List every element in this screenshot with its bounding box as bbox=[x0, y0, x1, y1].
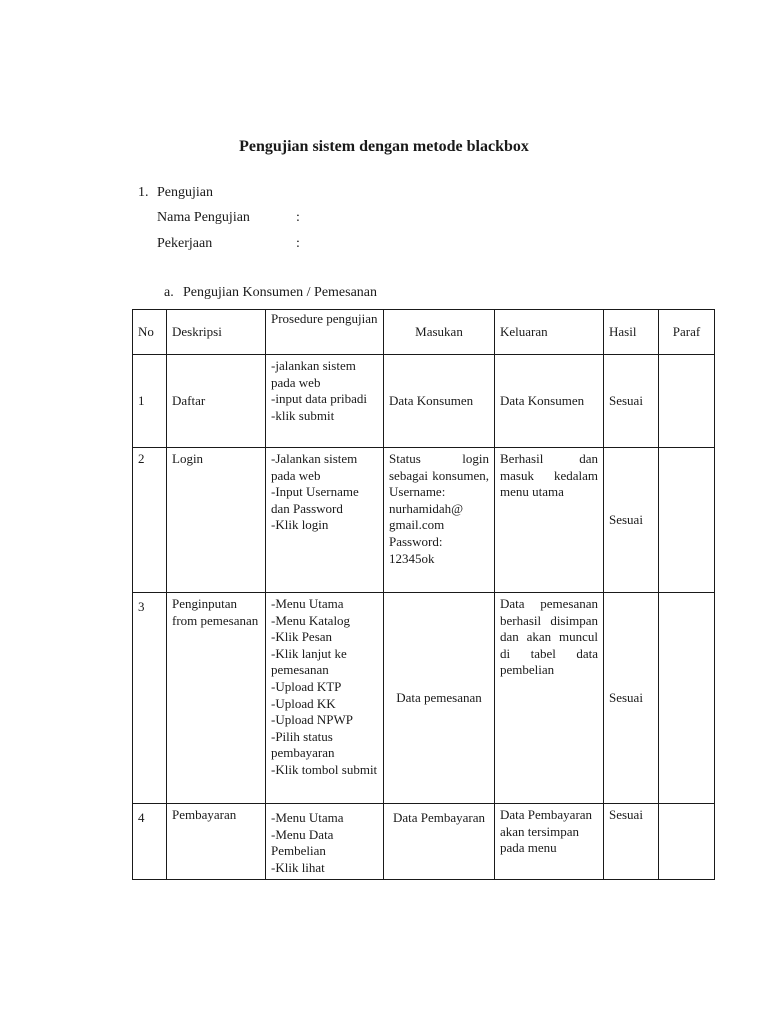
field-label-nama-pengujian: Nama Pengujian bbox=[157, 210, 250, 225]
header-keluaran: Keluaran bbox=[495, 310, 604, 355]
cell-paraf bbox=[659, 355, 715, 448]
cell-masukan: Data pemesanan bbox=[384, 593, 495, 804]
test-table bbox=[132, 309, 715, 880]
table-row bbox=[133, 448, 715, 593]
table-row bbox=[133, 804, 715, 880]
cell-keluaran: Data pemesanan berhasil disimpan dan akan muncul di tabel data pembelian bbox=[495, 593, 604, 804]
cell-deskripsi: Pembayaran bbox=[167, 804, 266, 880]
cell-hasil: Sesuai bbox=[604, 804, 659, 880]
cell-prosedur: -Jalankan sistem pada web -Input Username dan Password -Klik login bbox=[266, 448, 384, 593]
cell-deskripsi: Login bbox=[167, 448, 266, 593]
table-header-row bbox=[133, 310, 715, 355]
subsection-letter: a. bbox=[164, 285, 174, 300]
header-masukan: Masukan bbox=[384, 310, 495, 355]
cell-masukan: Status login sebagai konsumen, Username: nurhamidah@ gmail.com Password: 12345ok bbox=[384, 448, 495, 593]
cell-keluaran: Data Konsumen bbox=[495, 355, 604, 448]
cell-no: 4 bbox=[133, 804, 167, 880]
cell-prosedur: -Menu Utama -Menu Katalog -Klik Pesan -Klik lanjut ke pemesanan -Upload KTP -Upload KK -Upload NPWP -Pilih status pembayaran -Klik tombol submit bbox=[266, 593, 384, 804]
section-label: Pengujian bbox=[157, 185, 213, 200]
cell-masukan: Data Konsumen bbox=[384, 355, 495, 448]
cell-keluaran: Berhasil dan masuk kedalam menu utama bbox=[495, 448, 604, 593]
header-hasil: Hasil bbox=[604, 310, 659, 355]
cell-keluaran: Data Pembayaran akan tersimpan pada menu bbox=[495, 804, 604, 880]
table-row bbox=[133, 593, 715, 804]
cell-deskripsi: Daftar bbox=[167, 355, 266, 448]
cell-hasil: Sesuai bbox=[604, 448, 659, 593]
header-paraf: Paraf bbox=[659, 310, 715, 355]
field-separator: : bbox=[296, 236, 300, 251]
cell-paraf bbox=[659, 448, 715, 593]
cell-paraf bbox=[659, 593, 715, 804]
cell-hasil: Sesuai bbox=[604, 355, 659, 448]
cell-prosedur: -jalankan sistem pada web -input data pribadi -klik submit bbox=[266, 355, 384, 448]
cell-paraf bbox=[659, 804, 715, 880]
header-prosedur: Prosedure pengujian bbox=[266, 310, 384, 355]
cell-no: 2 bbox=[133, 448, 167, 593]
document-title: Pengujian sistem dengan metode blackbox bbox=[239, 138, 529, 155]
cell-prosedur: -Menu Utama -Menu Data Pembelian -Klik lihat bbox=[266, 804, 384, 880]
field-separator: : bbox=[296, 210, 300, 225]
section-number: 1. bbox=[138, 185, 149, 200]
header-no: No bbox=[133, 310, 167, 355]
field-label-pekerjaan: Pekerjaan bbox=[157, 236, 213, 251]
cell-no: 1 bbox=[133, 355, 167, 448]
table-row bbox=[133, 355, 715, 448]
header-deskripsi: Deskripsi bbox=[167, 310, 266, 355]
cell-no: 3 bbox=[133, 593, 167, 804]
cell-deskripsi: Penginputan from pemesanan bbox=[167, 593, 266, 804]
cell-masukan: Data Pembayaran bbox=[384, 804, 495, 880]
cell-hasil: Sesuai bbox=[604, 593, 659, 804]
subsection-label: Pengujian Konsumen / Pemesanan bbox=[183, 285, 378, 300]
